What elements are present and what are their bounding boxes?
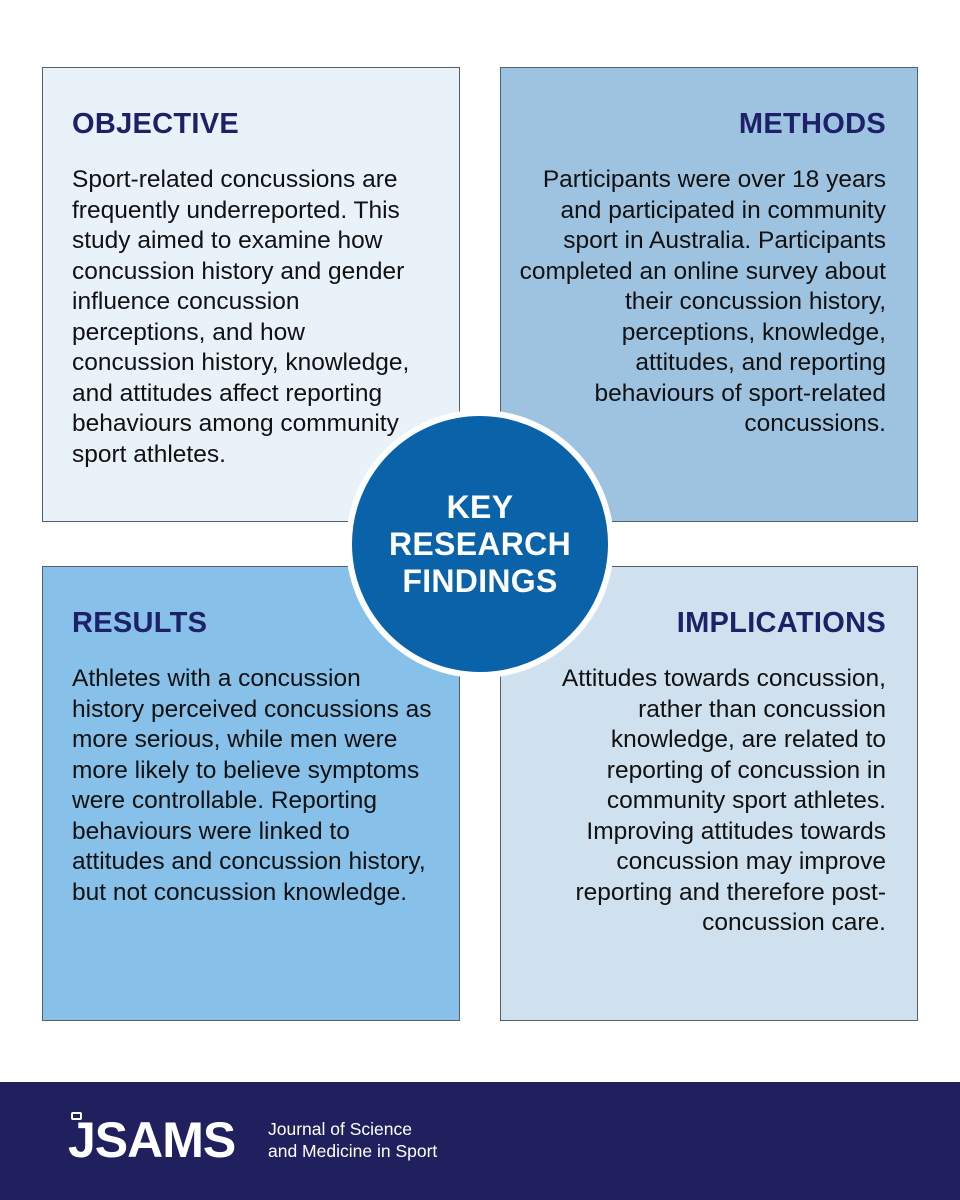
- results-body: Athletes with a concussion history perceived concussions as more serious, while men were more likely to believe symptoms were controllable. Reporting behaviours were linked to attitudes and concussion history, but not concussion knowledge.: [72, 665, 432, 906]
- logo-accent-icon: [71, 1112, 82, 1120]
- key-findings-title: KEY RESEARCH FINDINGS: [389, 488, 571, 599]
- jsams-logo: [68, 1110, 235, 1170]
- objective-body: Sport-related concussions are frequently underreported. This study aimed to examine how concussion history and gender influence concussion perceptions, and how concussion history, knowledge, and attitudes affect reporting behaviours among community sport athletes.: [72, 166, 410, 468]
- implications-heading: IMPLICATIONS: [676, 607, 886, 639]
- methods-body: Participants were over 18 years and participated in community sport in Australia. Participants completed an online survey about their concussion history, perceptions, knowledge, attitudes, and reporting behaviours of sport-related concussions.: [519, 166, 886, 437]
- journal-name: Journal of Science and Medicine in Sport: [268, 1119, 438, 1161]
- key-findings-circle: [346, 410, 614, 678]
- results-heading: RESULTS: [72, 607, 208, 639]
- implications-body: Attitudes towards concussion, rather than concussion knowledge, are related to reporting of concussion in community sport athletes. Improving attitudes towards concussion may improve reporting and therefore post-concussion care.: [561, 665, 886, 936]
- logo-wordmark: [68, 1110, 235, 1170]
- footer-bar: [0, 1082, 960, 1200]
- methods-heading: METHODS: [738, 108, 886, 140]
- objective-heading: OBJECTIVE: [72, 108, 240, 140]
- logo-text: JSAMS: [68, 1112, 236, 1168]
